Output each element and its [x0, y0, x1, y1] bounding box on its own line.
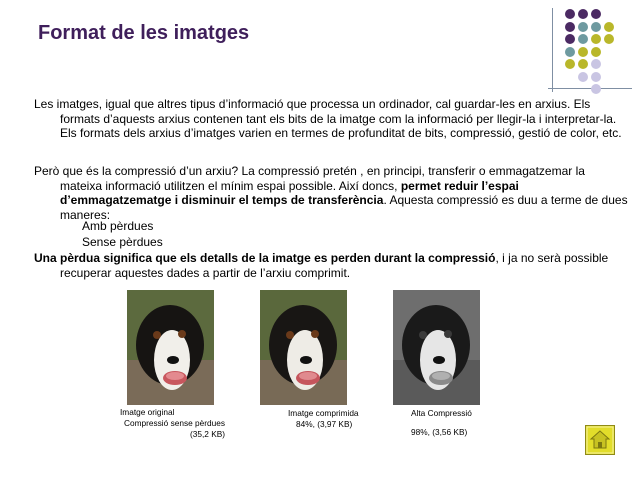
- caption-compressed-title: Imatge comprimida: [288, 408, 359, 418]
- option-lossy: Amb pèrdues: [82, 219, 154, 233]
- option-lossless: Sense pèrdues: [82, 235, 163, 249]
- paragraph-loss: [34, 251, 630, 280]
- decor-dot: [591, 72, 601, 82]
- caption-original-type: Compressió sense pèrdues: [124, 418, 225, 428]
- paragraph-compression: [34, 164, 630, 222]
- decor-dot: [591, 84, 601, 94]
- decor-dot-grid: [565, 9, 637, 105]
- paragraph-compression-intro: Però que és la compressió d’un arxiu? La compressió pretén , en principi, transferir o emmagatzemar la mateixa informació utilitzen el mínim espai possible. Així doncs,: [34, 164, 585, 193]
- decor-dot: [565, 47, 575, 57]
- decor-dot: [591, 22, 601, 32]
- home-nav-button[interactable]: [585, 425, 615, 455]
- decor-dot: [604, 34, 614, 44]
- decor-vertical-line: [552, 8, 553, 92]
- decor-dot: [565, 22, 575, 32]
- paragraph-compression-end: . Aquesta compressió es duu a terme de dues maneres:: [60, 193, 628, 222]
- caption-high-size: 98%, (3,56 KB): [411, 427, 468, 437]
- paragraph-loss-emphasis: Una pèrdua significa que els detalls de la imatge es perden durant la compressió: [34, 251, 496, 265]
- decor-dot: [578, 59, 588, 69]
- decor-dot: [591, 9, 601, 19]
- decor-dot: [565, 9, 575, 19]
- decor-dot: [578, 34, 588, 44]
- paragraph-loss-end: , i ja no serà possible recuperar aquestes dades a partir de l’arxiu comprimit.: [60, 251, 609, 280]
- slide-title: Format de les imatges: [38, 22, 250, 44]
- decor-dot: [578, 9, 588, 19]
- paragraph-formats: Les imatges, igual que altres tipus d’informació que processa un ordinador, cal guardar-les en arxius. Els formats d’aquests arxius contenen tant els bits de la imatge com la informació per llegir-la i interpretar-la. Els formats dels arxius d’imatges varien en termes de profunditat de bits, compressió, gestió de color, etc.: [34, 97, 622, 140]
- decor-dot: [591, 47, 601, 57]
- caption-high-title: Alta Compressió: [411, 408, 472, 418]
- decor-dot: [565, 59, 575, 69]
- decor-dot: [565, 34, 575, 44]
- decor-dot: [578, 22, 588, 32]
- paragraph-compression-emphasis: permet reduir l’espai d’emmagatzematge i disminuir el temps de transferència: [60, 178, 519, 207]
- decor-dot: [578, 47, 588, 57]
- home-icon: [586, 426, 614, 454]
- decor-dot: [578, 72, 588, 82]
- decor-dot: [591, 34, 601, 44]
- caption-compressed-size: 84%, (3,97 KB): [296, 419, 353, 429]
- decor-dot: [591, 59, 601, 69]
- decor-dot: [604, 22, 614, 32]
- dog-photo-high-compression: [393, 290, 480, 405]
- caption-original-title: Imatge original: [120, 407, 175, 417]
- dog-photo-original: [127, 290, 214, 405]
- dog-photo-compressed: [260, 290, 347, 405]
- caption-original-size: (35,2 KB): [190, 429, 226, 439]
